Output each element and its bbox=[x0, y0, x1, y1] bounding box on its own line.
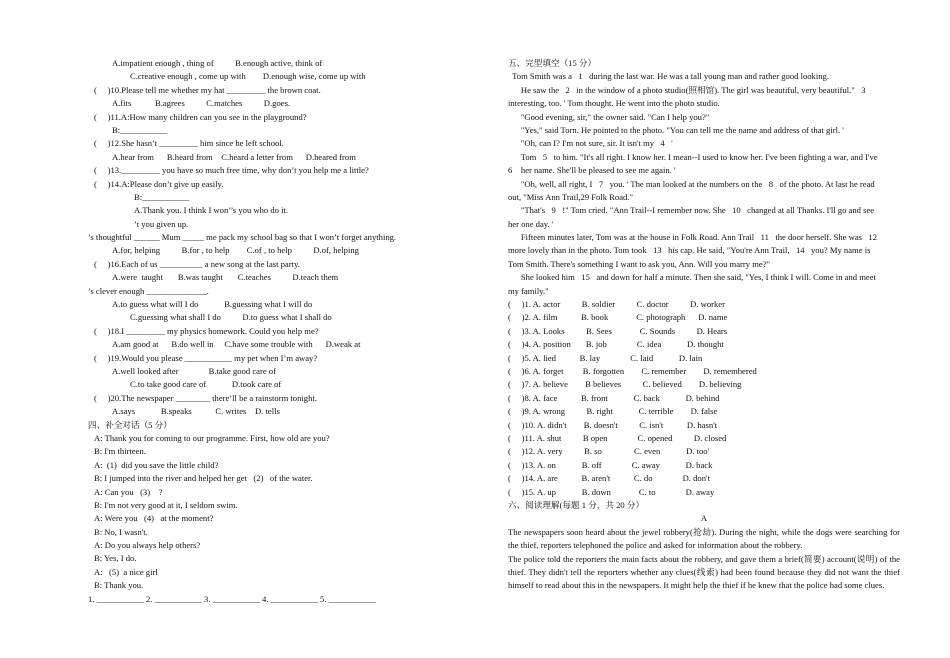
option-line: ( )9. A. wrong B. right C. terrible D. false bbox=[508, 406, 718, 417]
passage-line: out, "Miss Ann Trail,29 Folk Road." bbox=[508, 191, 633, 202]
dialog-line: B: I jumped into the river and helped her get (2) of the water. bbox=[94, 473, 313, 484]
option-line: ( )11. A. shut B open C. opened D. closed bbox=[508, 432, 727, 443]
dialog-line: A: (5) a nice girl bbox=[94, 566, 158, 577]
question-line: ( )18.I _________ my physics homework. Could you help me? bbox=[94, 325, 319, 336]
question-line: A.to guess what will I do B.guessing what I will do bbox=[112, 299, 313, 310]
answer-blanks: 1. ___________ 2. ___________ 3. ___________ 4. ___________ 5. ___________ bbox=[88, 593, 376, 604]
dialog-line: A: Thank you for coming to our programme. First, how old are you? bbox=[94, 432, 330, 443]
question-line: A.for, helping B.for , to help C.of , to help D.of, helping bbox=[112, 245, 359, 256]
option-line: ( )7. A. believe B believes C. believed D. believing bbox=[508, 379, 742, 390]
passage-line: more lovely than in the photo. Tom took 13 his cap. He said, "You're Ann Trail, 14 you? My name is bbox=[508, 245, 871, 256]
question-line: C.to take good care of D.took care of bbox=[130, 379, 282, 390]
passage-line: "Yes," said Torn. He pointed to the photo. "You can tell me the name and address of that girl. ' bbox=[508, 124, 844, 135]
question-line: ( )19.Would you please ___________ my pet when I’m away? bbox=[94, 352, 318, 363]
dialog-line: B: Yes, I do. bbox=[94, 553, 137, 564]
question-line: ( )10.Please tell me whether my hat _________ the brown coat. bbox=[94, 84, 321, 95]
passage-line: 6 her name. She'll be pleased to see me again. ' bbox=[508, 165, 676, 176]
option-line: ( )12. A. very B. so C. even D. too' bbox=[508, 446, 710, 457]
question-list-9-20 bbox=[88, 57, 458, 419]
option-line: ( )6. A. forget B. forgotten C. remember D. remembered bbox=[508, 365, 757, 376]
option-line: ( )4. A. position B. job C. idea D. thought bbox=[508, 339, 724, 350]
section-4-title: 四、补全对话（5 分） bbox=[88, 419, 172, 430]
question-line: ( )11.A:How many children can you see in the playground? bbox=[94, 111, 307, 122]
question-line: ’s thoughtful ______ Mum _____ me pack my school bag so that I won’t forget anything. bbox=[88, 232, 397, 243]
passage-line: She looked him 15 and down for half a minute. Then she said, "Yes, I think I will. Come in and meet bbox=[508, 272, 876, 283]
question-line: A.were taught B.was taught C.teaches D.teach them bbox=[112, 272, 339, 283]
dialog-line: A: Were you (4) at the moment? bbox=[94, 513, 214, 524]
question-line: ( )12.She hasn’t _________ him since he left school. bbox=[94, 138, 284, 149]
question-line: A.says B.speaks C. writes D. tells bbox=[112, 406, 280, 417]
section-5-title: 五、完型填空（15 分） bbox=[508, 58, 597, 68]
option-line: ( )10. A. didn't B. doesn't C. isn't D. hasn't bbox=[508, 419, 718, 430]
passage-line: my family." bbox=[508, 285, 549, 296]
reading-paragraph: The police told the reporters the main facts about the robbery, and gave them a brief(简要) account(说明) of the thief. They didn't tell the reporters whether any clues(线索) had been found because they did not want the thief himself to read about this in the newspapers. It might help the thief if he knew that the police had some clues. bbox=[508, 553, 900, 591]
question-line: ( )16.Each of us __________ a new song at the last party. bbox=[94, 258, 300, 269]
question-line: ( )13._________ you have so much free time, why don’t you help me a little? bbox=[94, 165, 369, 176]
passage-line: "Oh, well, all right, I 7 you. ' The man looked at the numbers on the 8 of the photo. At last he read bbox=[508, 178, 875, 189]
passage-line: interesting, too. ' Tom thought. He went into the photo studio. bbox=[508, 98, 720, 109]
dialog-line: B: I'm not very good at it, I seldom swim. bbox=[94, 499, 238, 510]
left-column bbox=[88, 57, 458, 606]
question-line: ( )14.A:Please don’t give up easily. bbox=[94, 178, 224, 189]
question-line: ’s clever enough ______________. bbox=[88, 285, 209, 296]
dialog-block bbox=[88, 432, 458, 593]
reading-paragraph: The newspapers soon heard about the jewel robbery(抢劫). During the night, while the dogs were searching for the thief, reporters telephoned the police and asked for information about the robbery. bbox=[508, 526, 900, 551]
question-line: A.hear from B.heard from C.heard a letter from D.heared from bbox=[112, 151, 356, 162]
question-line: A.well looked after B.take good care of bbox=[112, 365, 276, 376]
dialog-line: A: (1) did you save the little child? bbox=[94, 459, 219, 470]
passage-line: Tom 5 to him. "It's all right. I know her. I mean--I used to know her. I've been fighting a war, and I've bbox=[508, 151, 878, 162]
question-line: C.guessing what shall I do D.to guess what I shall do bbox=[130, 312, 332, 323]
option-line: ( )3. A. Looks B. Sees C. Sounds D. Hears bbox=[508, 325, 728, 336]
passage-line: He saw the 2 in the window of a photo studio(照相馆). The girl was beautiful, very beautiful." 3 bbox=[508, 84, 866, 95]
reading-passage-label: A bbox=[700, 513, 708, 524]
passage-line: "Good evening, sir," the owner said. "Can I help you?" bbox=[508, 111, 710, 122]
question-line: ’t you given up. bbox=[134, 218, 189, 229]
question-line: B:___________ bbox=[112, 124, 168, 135]
cloze-passage bbox=[508, 70, 900, 298]
passage-line: Tom Smith was a 1 during the last war. He was a tall young man and rather good looking. bbox=[508, 71, 829, 82]
passage-line: Tom Smith. There's something I want to ask you, Ann. Will you marry me?" bbox=[508, 258, 771, 269]
option-line: ( )1. A. actor B. soldier C. doctor D. worker bbox=[508, 299, 725, 310]
question-line: C.creative enough , come up with D.enough wise, come up with bbox=[130, 71, 366, 82]
option-line: ( )2. A. film B. book C. photograph D. name bbox=[508, 312, 728, 323]
passage-line: "That's 9 !" Tom cried. "Ann Trail--I remember now. She 10 changed at all Thanks. I'll go and see bbox=[508, 205, 875, 216]
question-line: ( )20.The newspaper ________ there’ll be a rainstorm tonight. bbox=[94, 392, 317, 403]
question-line: A.fits B.agrees C.matches D.goes. bbox=[112, 98, 291, 109]
dialog-line: B: No, I wasn't. bbox=[94, 526, 148, 537]
question-line: A.Thank you. I think I won’’s you who do it. bbox=[134, 205, 289, 216]
dialog-line: A: Do you always help others? bbox=[94, 540, 201, 551]
option-line: ( )13. A. on B. off C. away D. back bbox=[508, 459, 713, 470]
question-line: A.am good at B.do well in C.have some trouble with D.weak at bbox=[112, 339, 361, 350]
passage-line: "Oh, can I? I'm not sure, sir. It isn't my 4 ' bbox=[508, 138, 673, 149]
section-6-title: 六、阅读理解(每题 1 分，共 20 分） bbox=[508, 499, 645, 510]
question-line: B:___________ bbox=[134, 191, 190, 202]
option-line: ( )5. A. lied B. lay C. laid D. lain bbox=[508, 352, 703, 363]
passage-line: her one day. ' bbox=[508, 218, 554, 229]
passage-line: Fifteen minutes later, Tom was at the house in Folk Road. Ann Trail 11 the door herself. She was 12 bbox=[508, 232, 878, 243]
option-line: ( )15. A. up B. down C. to D. away bbox=[508, 486, 715, 497]
question-line: A.impatient enough , thing of B.enough active, think of bbox=[112, 58, 323, 68]
cloze-options bbox=[508, 298, 900, 499]
option-line: ( )8. A. face B. front C. back D. behind bbox=[508, 392, 720, 403]
dialog-line: B: Thank you. bbox=[94, 580, 144, 591]
right-column bbox=[508, 57, 900, 593]
dialog-line: B: I'm thirteen. bbox=[94, 446, 146, 457]
dialog-line: A: Can you (3) ? bbox=[94, 486, 163, 497]
reading-passage bbox=[508, 526, 900, 593]
option-line: ( )14. A. are B. aren't C. do D. don't bbox=[508, 473, 710, 484]
